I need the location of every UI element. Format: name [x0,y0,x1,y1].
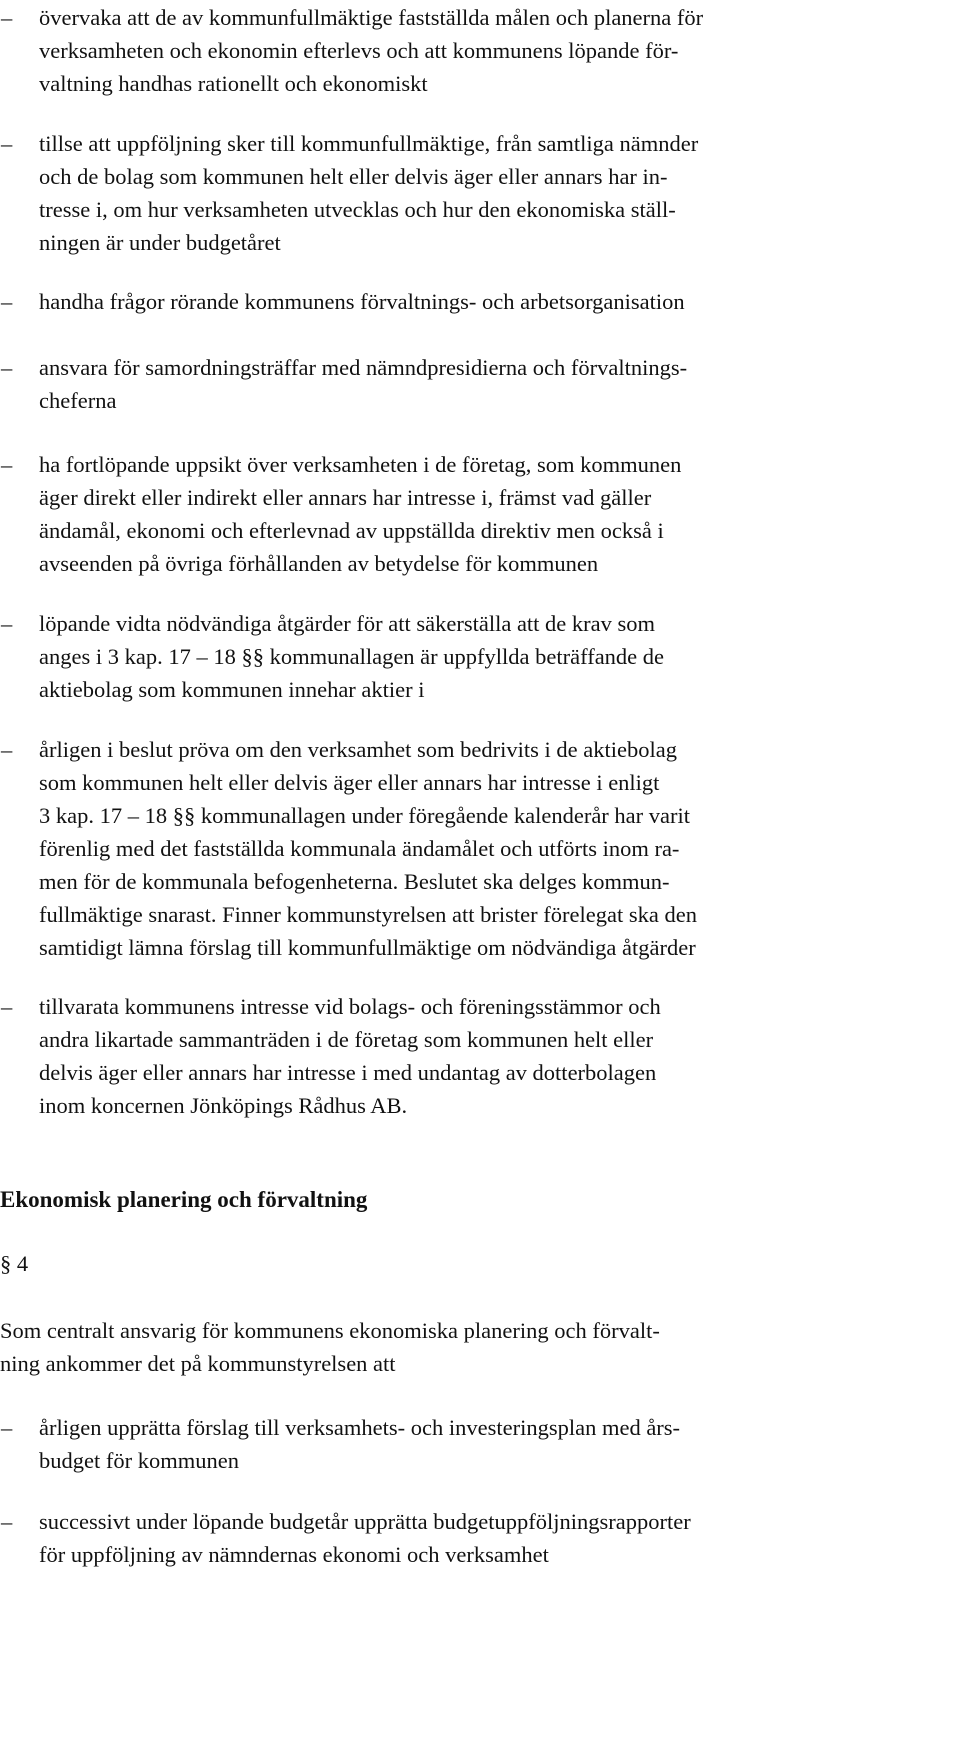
list-item [0,285,960,318]
list-item-line: samtidigt lämna förslag till kommunfullmäktige om nödvändiga åtgärder [39,935,696,960]
list-item-line: ha fortlöpande uppsikt över verksamheten i de företag, som kommunen [39,452,682,477]
paragraph-line: ning ankommer det på kommunstyrelsen att [0,1351,396,1376]
list-item-line: ningen är under budgetåret [39,230,281,255]
list-item-line: och de bolag som kommunen helt eller delvis äger eller annars har in- [39,164,668,189]
dash-bullet: – [1,994,13,1019]
list-item [0,448,960,580]
list-item [0,127,960,259]
paragraph-line: Som centralt ansvarig för kommunens ekonomiska planering och förvalt- [0,1318,660,1343]
dash-bullet: – [1,737,13,762]
dash-bullet: – [1,355,13,380]
list-item-line: inom koncernen Jönköpings Rådhus AB. [39,1093,408,1118]
heading-text: Ekonomisk planering och förvaltning [0,1187,368,1212]
dash-bullet: – [1,289,13,314]
list-item [0,990,960,1122]
list-item-line: äger direkt eller indirekt eller annars har intresse i, främst vad gäller [39,485,652,510]
dash-bullet: – [1,5,13,30]
list-item-line: successivt under löpande budgetår upprätta budgetuppföljningsrapporter [39,1509,691,1534]
list-item-line: ändamål, ekonomi och efterlevnad av uppställda direktiv men också i [39,518,664,543]
list-item-line: verksamheten och ekonomin efterlevs och att kommunens löpande för- [39,38,679,63]
section-number-text: § 4 [0,1251,29,1276]
list-item-line: 3 kap. 17 – 18 §§ kommunallagen under föregående kalenderår har varit [39,803,691,828]
list-item [0,1505,960,1571]
list-item [0,607,960,706]
dash-bullet: – [1,452,13,477]
list-item-line: valtning handhas rationellt och ekonomiskt [39,71,428,96]
list-item-line: ansvara för samordningsträffar med nämndpresidierna och förvaltnings- [39,355,688,380]
list-item [0,733,960,964]
list-item-line: årligen i beslut pröva om den verksamhet som bedrivits i de aktiebolag [39,737,677,762]
list-item-line: avseenden på övriga förhållanden av betydelse för kommunen [39,551,599,576]
list-item-line: andra likartade sammanträden i de företag som kommunen helt eller [39,1027,654,1052]
dash-bullet: – [1,131,13,156]
dash-bullet: – [1,611,13,636]
section-number [0,1247,960,1280]
list-item-line: årligen upprätta förslag till verksamhets- och investeringsplan med års- [39,1415,681,1440]
dash-bullet: – [1,1509,13,1534]
list-item-line: budget för kommunen [39,1448,239,1473]
intro-paragraph [0,1314,960,1380]
list-item-line: som kommunen helt eller delvis äger eller annars har intresse i enligt [39,770,660,795]
list-item-line: fullmäktige snarast. Finner kommunstyrelsen att brister förelegat ska den [39,902,697,927]
list-item-line: delvis äger eller annars har intresse i med undantag av dotterbolagen [39,1060,657,1085]
list-item-line: för uppföljning av nämndernas ekonomi och verksamhet [39,1542,549,1567]
list-item-line: tillse att uppföljning sker till kommunfullmäktige, från samtliga nämnder [39,131,699,156]
list-item-line: löpande vidta nödvändiga åtgärder för att säkerställa att de krav som [39,611,656,636]
section-heading [0,1183,960,1216]
list-item-line: tillvarata kommunens intresse vid bolags- och föreningsstämmor och [39,994,661,1019]
list-item-line: anges i 3 kap. 17 – 18 §§ kommunallagen är uppfyllda beträffande de [39,644,665,669]
list-item-line: förenlig med det fastställda kommunala ändamålet och utförts inom ra- [39,836,680,861]
dash-bullet: – [1,1415,13,1440]
list-item-line: övervaka att de av kommunfullmäktige fastställda målen och planerna för [39,5,704,30]
list-item-line: men för de kommunala befogenheterna. Beslutet ska delges kommun- [39,869,670,894]
list-item [0,1411,960,1477]
list-item [0,351,960,417]
list-item-line: aktiebolag som kommunen innehar aktier i [39,677,425,702]
list-item [0,1,960,100]
list-item-line: cheferna [39,388,117,413]
list-item-line: tresse i, om hur verksamheten utvecklas och hur den ekonomiska ställ- [39,197,676,222]
list-item-line: handha frågor rörande kommunens förvaltnings- och arbetsorganisation [39,289,685,314]
